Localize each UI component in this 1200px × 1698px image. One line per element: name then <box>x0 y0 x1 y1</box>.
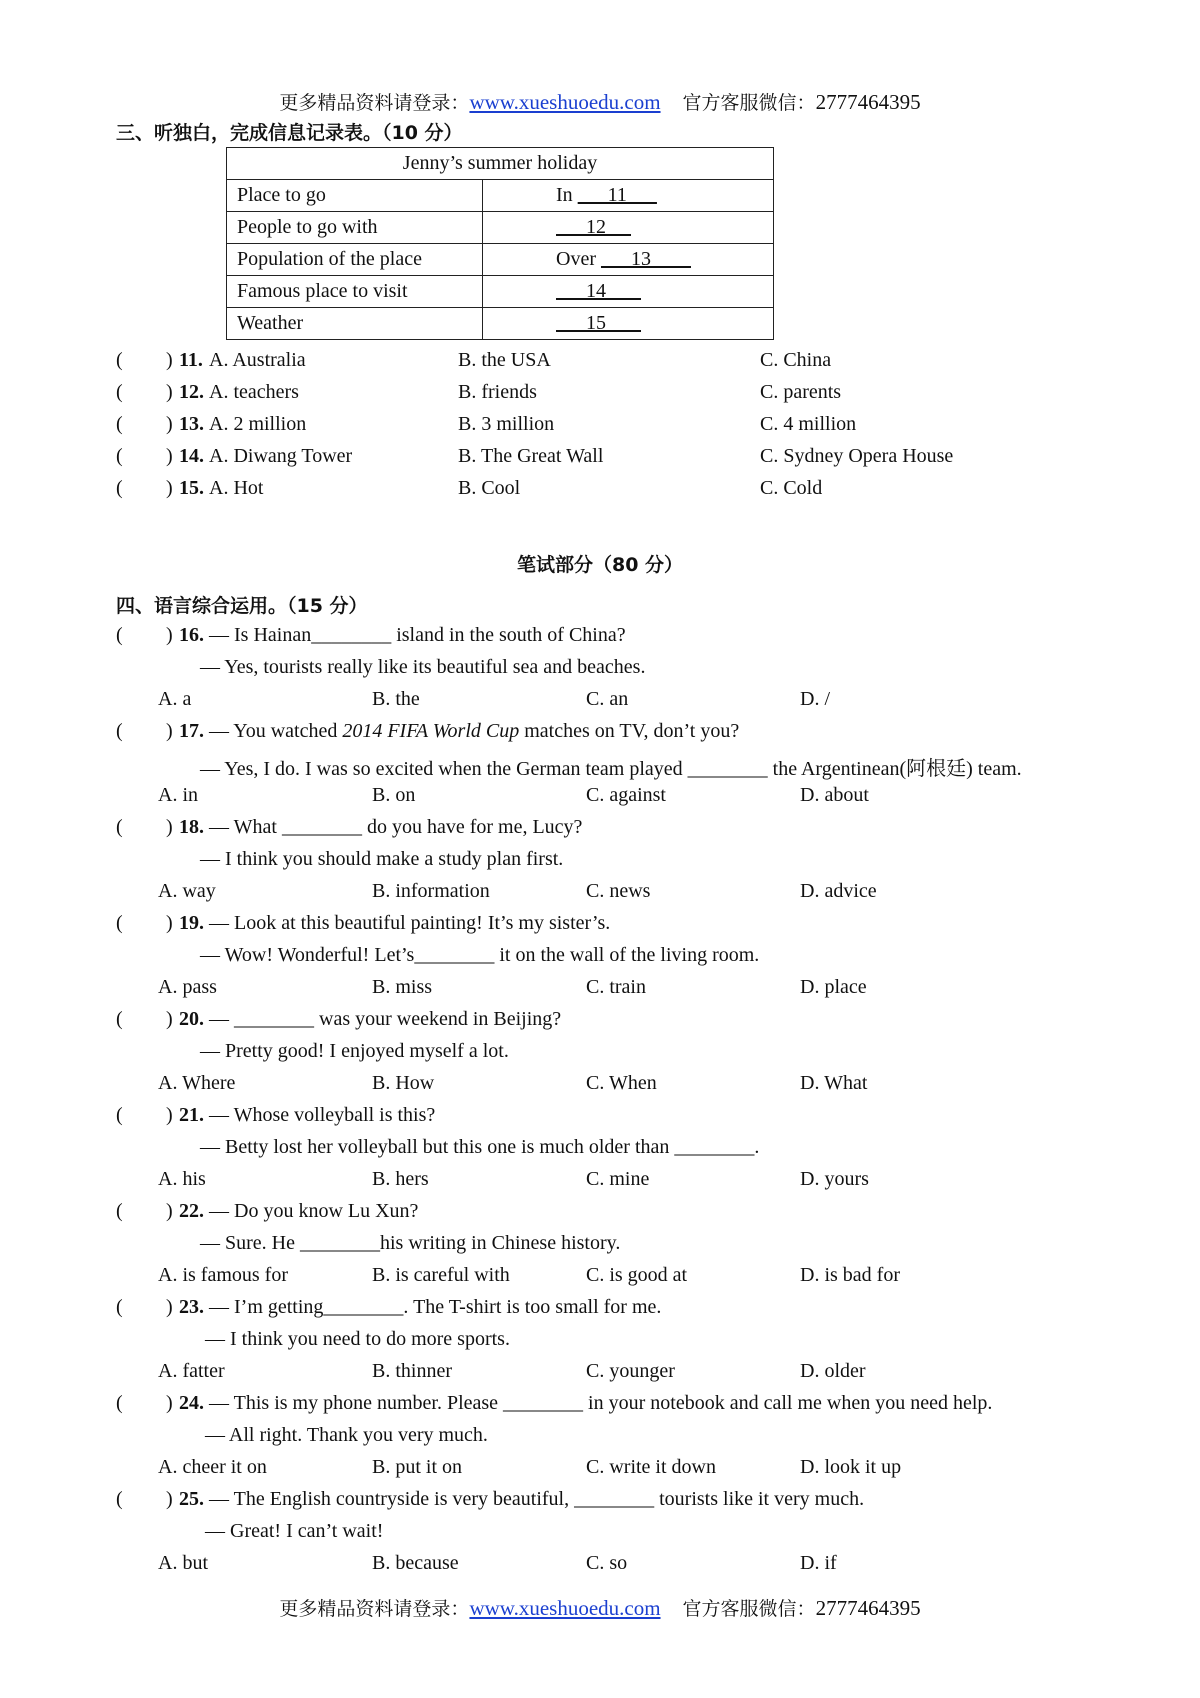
answer-paren-close: ) <box>166 1392 173 1414</box>
header-wechat-number: 2777464395 <box>815 1596 921 1620</box>
option-d: D. yours <box>800 1168 869 1190</box>
option-a: A. way <box>158 880 216 902</box>
table-value <box>483 276 774 308</box>
table-value <box>483 212 774 244</box>
question-line1: — ________ was your weekend in Beijing? <box>209 1008 562 1030</box>
option-b: B. the USA <box>458 349 551 371</box>
option-b: B. because <box>372 1552 459 1574</box>
table-header-row <box>227 148 774 180</box>
answer-paren-open: ( <box>116 1104 123 1126</box>
option-c: C. news <box>586 880 651 902</box>
option-d: D. What <box>800 1072 868 1094</box>
option-c: C. Sydney Opera House <box>760 445 954 467</box>
answer-paren-open: ( <box>116 912 123 934</box>
answer-blank: 11 <box>577 184 657 206</box>
table-value <box>483 180 774 212</box>
question-number: 23. <box>179 1296 204 1318</box>
answer-paren-close: ) <box>166 1008 173 1030</box>
question-line1 <box>209 720 739 743</box>
option-a: A. in <box>158 784 198 806</box>
option-b: B. hers <box>372 1168 429 1190</box>
option-a: A. is famous for <box>158 1264 288 1286</box>
table-row <box>227 308 774 340</box>
answer-paren-open: ( <box>116 381 123 403</box>
option-c: C. younger <box>586 1360 675 1382</box>
table-row <box>227 180 774 212</box>
option-c: C. is good at <box>586 1264 688 1286</box>
question-number: 16. <box>179 624 204 646</box>
question-line1: — The English countryside is very beautiful, ________ tourists like it very much. <box>209 1488 865 1510</box>
answer-paren-open: ( <box>116 1200 123 1222</box>
answer-paren-open: ( <box>116 720 123 742</box>
question-line2: — I think you should make a study plan first. <box>200 848 564 870</box>
question-number: 17. <box>179 720 204 742</box>
answer-paren-close: ) <box>166 381 173 403</box>
option-d: D. place <box>800 976 867 998</box>
answer-paren-open: ( <box>116 816 123 838</box>
question-number: 20. <box>179 1008 204 1030</box>
question-line1: — Look at this beautiful painting! It’s my sister’s. <box>209 912 611 934</box>
option-c: C. against <box>586 784 666 806</box>
option-b: B. How <box>372 1072 435 1094</box>
question-number: 13. <box>179 413 204 435</box>
question-line2: — Yes, I do. I was so excited when the German team played ________ the Argentinean(阿根廷) team. <box>200 758 1022 780</box>
table-row <box>227 276 774 308</box>
answer-paren-close: ) <box>166 912 173 934</box>
question-line2: — Betty lost her volleyball but this one is much older than ________. <box>200 1136 760 1158</box>
answer-paren-open: ( <box>116 1392 123 1414</box>
question-line1: — Whose volleyball is this? <box>209 1104 436 1126</box>
option-c: C. parents <box>760 381 842 403</box>
question-number: 25. <box>179 1488 204 1510</box>
answer-blank: 14 <box>556 280 641 302</box>
option-b: B. the <box>372 688 420 710</box>
option-b: B. thinner <box>372 1360 452 1382</box>
question-line2: — Wow! Wonderful! Let’s________ it on the wall of the living room. <box>200 944 760 966</box>
option-a: A. a <box>158 688 192 710</box>
question-number: 15. <box>179 477 204 499</box>
answer-paren-close: ) <box>166 1488 173 1510</box>
answer-paren-open: ( <box>116 413 123 435</box>
question-line1: — I’m getting________. The T-shirt is too small for me. <box>209 1296 662 1318</box>
option-c: C. write it down <box>586 1456 716 1478</box>
question-line1: — This is my phone number. Please ________ in your notebook and call me when you need help. <box>209 1392 993 1414</box>
option-d: D. older <box>800 1360 866 1382</box>
option-d: D. if <box>800 1552 837 1574</box>
question-line2: — Yes, tourists really like its beautiful sea and beaches. <box>200 656 646 678</box>
option-c: C. an <box>586 688 629 710</box>
value-prefix: In <box>556 184 573 206</box>
header-wechat-number: 2777464395 <box>815 90 921 114</box>
header-bottom <box>0 1594 1200 1621</box>
info-table <box>226 147 774 340</box>
option-a: A. teachers <box>209 381 299 403</box>
answer-paren-close: ) <box>166 349 173 371</box>
option-c: C. When <box>586 1072 657 1094</box>
option-a: A. 2 million <box>209 413 307 435</box>
option-b: B. 3 million <box>458 413 555 435</box>
header-top <box>0 88 1200 115</box>
table-label: Population of the place <box>227 244 483 276</box>
option-c: C. Cold <box>760 477 823 499</box>
option-d: D. is bad for <box>800 1264 900 1286</box>
written-part-title: 笔试部分（80 分） <box>516 554 684 576</box>
question-number: 19. <box>179 912 204 934</box>
question-number: 11. <box>179 349 203 371</box>
option-b: B. put it on <box>372 1456 463 1478</box>
answer-paren-open: ( <box>116 349 123 371</box>
option-b: B. friends <box>458 381 537 403</box>
question-number: 24. <box>179 1392 204 1414</box>
option-a: A. Australia <box>209 349 306 371</box>
option-a: A. cheer it on <box>158 1456 267 1478</box>
line1-italic: 2014 FIFA World Cup <box>342 720 520 742</box>
option-a: A. pass <box>158 976 217 998</box>
table-value <box>483 244 774 276</box>
answer-blank: 12 <box>556 216 631 238</box>
question-number: 18. <box>179 816 204 838</box>
question-line1: — Do you know Lu Xun? <box>209 1200 419 1222</box>
table-label: People to go with <box>227 212 483 244</box>
line1-post: matches on TV, don’t you? <box>519 720 740 742</box>
option-a: A. Diwang Tower <box>209 445 353 467</box>
header-wechat-label: 官方客服微信： <box>682 1598 816 1620</box>
section3-title: 三、听独白，完成信息记录表。（10 分） <box>116 122 463 144</box>
header-url-link[interactable]: www.xueshuoedu.com <box>469 1596 661 1620</box>
answer-paren-close: ) <box>166 624 173 646</box>
option-a: A. Hot <box>209 477 264 499</box>
header-wechat-label: 官方客服微信： <box>682 92 816 114</box>
answer-paren-close: ) <box>166 1296 173 1318</box>
answer-paren-close: ) <box>166 816 173 838</box>
answer-paren-close: ) <box>166 720 173 742</box>
question-line2: — All right. Thank you very much. <box>205 1424 488 1446</box>
option-a: A. fatter <box>158 1360 225 1382</box>
answer-paren-open: ( <box>116 445 123 467</box>
option-d: D. about <box>800 784 869 806</box>
header-prefix: 更多精品资料请登录： <box>279 1598 470 1620</box>
answer-paren-close: ) <box>166 477 173 499</box>
answer-paren-open: ( <box>116 1008 123 1030</box>
option-b: B. miss <box>372 976 433 998</box>
answer-paren-close: ) <box>166 1104 173 1126</box>
table-label: Weather <box>227 308 483 340</box>
option-d: D. advice <box>800 880 877 902</box>
header-url-link[interactable]: www.xueshuoedu.com <box>469 90 661 114</box>
option-c: C. mine <box>586 1168 650 1190</box>
option-c: C. 4 million <box>760 413 857 435</box>
line1-pre: — You watched <box>209 720 343 742</box>
answer-paren-close: ) <box>166 1200 173 1222</box>
answer-paren-open: ( <box>116 624 123 646</box>
header-prefix: 更多精品资料请登录： <box>279 92 470 114</box>
answer-paren-open: ( <box>116 1296 123 1318</box>
option-c: C. so <box>586 1552 628 1574</box>
value-prefix: Over <box>556 248 596 270</box>
option-c: C. China <box>760 349 832 371</box>
option-a: A. Where <box>158 1072 236 1094</box>
question-line2: — I think you need to do more sports. <box>205 1328 510 1350</box>
option-c: C. train <box>586 976 646 998</box>
option-b: B. Cool <box>458 477 521 499</box>
question-line1: — What ________ do you have for me, Lucy? <box>209 816 583 838</box>
option-b: B. information <box>372 880 490 902</box>
option-d: D. look it up <box>800 1456 902 1478</box>
question-line2: — Great! I can’t wait! <box>205 1520 384 1542</box>
option-b: B. is careful with <box>372 1264 510 1286</box>
table-caption: Jenny’s summer holiday <box>227 148 774 180</box>
question-number: 21. <box>179 1104 204 1126</box>
question-line2: — Sure. He ________his writing in Chinese history. <box>200 1232 621 1254</box>
question-line2: — Pretty good! I enjoyed myself a lot. <box>200 1040 509 1062</box>
answer-paren-open: ( <box>116 477 123 499</box>
table-label: Famous place to visit <box>227 276 483 308</box>
question-line1: — Is Hainan________ island in the south of China? <box>209 624 626 646</box>
answer-paren-close: ) <box>166 413 173 435</box>
answer-paren-close: ) <box>166 445 173 467</box>
table-label: Place to go <box>227 180 483 212</box>
option-b: B. The Great Wall <box>458 445 604 467</box>
table-row <box>227 244 774 276</box>
answer-blank: 15 <box>556 312 641 334</box>
table-row <box>227 212 774 244</box>
section4-title: 四、语言综合运用。（15 分） <box>116 595 368 617</box>
question-number: 12. <box>179 381 204 403</box>
answer-paren-open: ( <box>116 1488 123 1510</box>
question-number: 14. <box>179 445 204 467</box>
answer-blank: 13 <box>600 248 691 270</box>
option-b: B. on <box>372 784 416 806</box>
table-value <box>483 308 774 340</box>
option-d: D. / <box>800 688 830 710</box>
option-a: A. but <box>158 1552 208 1574</box>
option-a: A. his <box>158 1168 206 1190</box>
question-number: 22. <box>179 1200 204 1222</box>
